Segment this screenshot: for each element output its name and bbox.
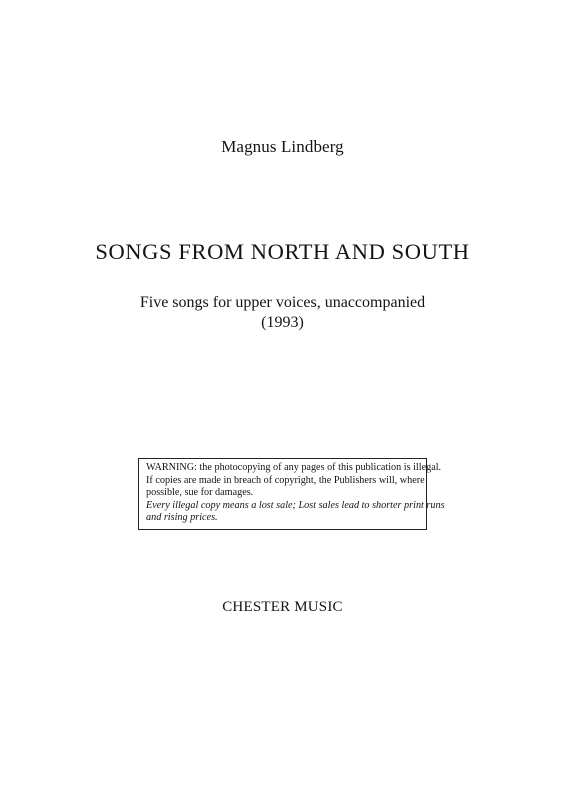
- copyright-warning-box: [138, 458, 445, 530]
- warning-line: possible, sue for damages.: [146, 487, 254, 499]
- warning-line: If copies are made in breach of copyright, the Publishers will, where: [146, 474, 425, 486]
- publisher-name: CHESTER MUSIC: [222, 599, 343, 615]
- composition-year: (1993): [261, 314, 304, 331]
- warning-line: WARNING: the photocopying of any pages of this publication is illegal.: [146, 462, 442, 473]
- warning-italic-line: and rising prices.: [146, 512, 218, 524]
- warning-italic-line: Every illegal copy means a lost sale; Lost sales lead to shorter print runs: [146, 499, 445, 511]
- composer-name: Magnus Lindberg: [221, 137, 344, 156]
- work-title: SONGS FROM NORTH AND SOUTH: [95, 239, 470, 264]
- work-subtitle: Five songs for upper voices, unaccompanied: [139, 294, 426, 311]
